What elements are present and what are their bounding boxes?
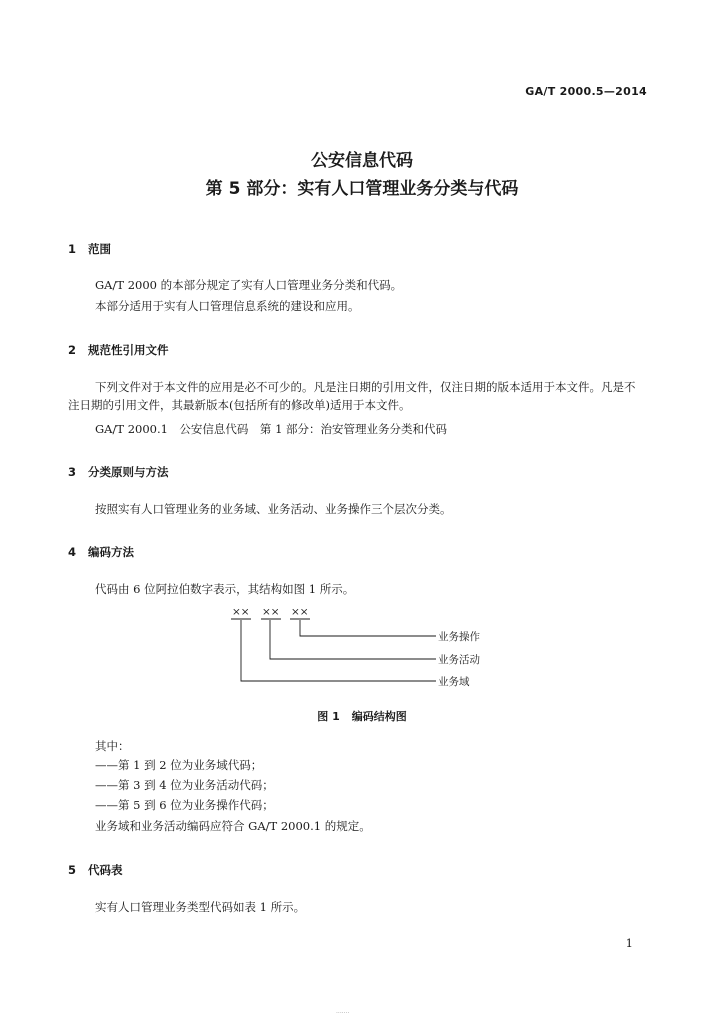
figure-caption-text: 编码结构图 [351, 710, 407, 723]
diagram-connector-lines [231, 619, 436, 681]
notes-item-2: ——第 3 到 4 位为业务活动代码； [95, 778, 274, 792]
section-4-number: 4 [68, 545, 77, 559]
page-number: 1 [625, 936, 633, 950]
section-2-reference: GA/T 2000.1 公安信息代码 第 1 部分：治安管理业务分类和代码 [95, 422, 448, 436]
section-3-para-1: 按照实有人口管理业务的业务域、业务活动、业务操作三个层次分类。 [95, 502, 452, 516]
section-3-title: 分类原则与方法 [88, 465, 169, 479]
section-5-number: 5 [68, 863, 77, 877]
footer-mark: ······· [336, 1010, 350, 1017]
notes-lead: 其中： [95, 739, 130, 753]
code-structure-diagram [0, 598, 724, 698]
notes-item-3: ——第 5 到 6 位为业务操作代码； [95, 798, 274, 812]
section-2-para-1: 下列文件对于本文件的应用是必不可少的。凡是注日期的引用文件，仅注日期的版本适用于本文件。凡是不注日期的引用文件，其最新版本(包括所有的修改单)适用于本文件。 [68, 380, 636, 412]
section-5-para-1: 实有人口管理业务类型代码如表 1 所示。 [95, 900, 306, 914]
section-4-title: 编码方法 [88, 545, 134, 559]
section-2-heading [68, 342, 169, 358]
section-3-heading [68, 464, 169, 480]
section-5-heading [68, 862, 123, 878]
section-5-title: 代码表 [88, 863, 123, 877]
section-1-title: 范围 [88, 242, 111, 256]
notes-item-1: ——第 1 到 2 位为业务域代码； [95, 758, 263, 772]
label-business-activity: 业务活动 [438, 654, 480, 666]
figure-caption [0, 708, 724, 724]
code-group-1: ×× [232, 606, 250, 618]
section-4-para-1: 代码由 6 位阿拉伯数字表示，其结构如图 1 所示。 [95, 582, 355, 596]
document-title-part: 第 5 部分：实有人口管理业务分类与代码 [205, 179, 519, 199]
code-group-2: ×× [262, 606, 280, 618]
section-1-number: 1 [68, 242, 77, 256]
section-2-title: 规范性引用文件 [88, 343, 169, 357]
section-1-para-2: 本部分适用于实有人口管理信息系统的建设和应用。 [95, 299, 360, 313]
notes-tail: 业务域和业务活动编码应符合 GA/T 2000.1 的规定。 [95, 819, 371, 833]
section-1-para-1: GA/T 2000 的本部分规定了实有人口管理业务分类和代码。 [95, 278, 403, 292]
label-business-operation: 业务操作 [438, 631, 480, 643]
label-business-domain: 业务域 [438, 676, 470, 688]
section-3-number: 3 [68, 465, 77, 479]
section-2-number: 2 [68, 343, 77, 357]
document-title-main: 公安信息代码 [311, 151, 413, 171]
section-1-heading [68, 241, 111, 257]
figure-caption-number: 图 1 [317, 710, 340, 723]
standard-number: GA/T 2000.5—2014 [525, 85, 647, 98]
section-4-heading [68, 544, 134, 560]
code-group-3: ×× [291, 606, 309, 618]
